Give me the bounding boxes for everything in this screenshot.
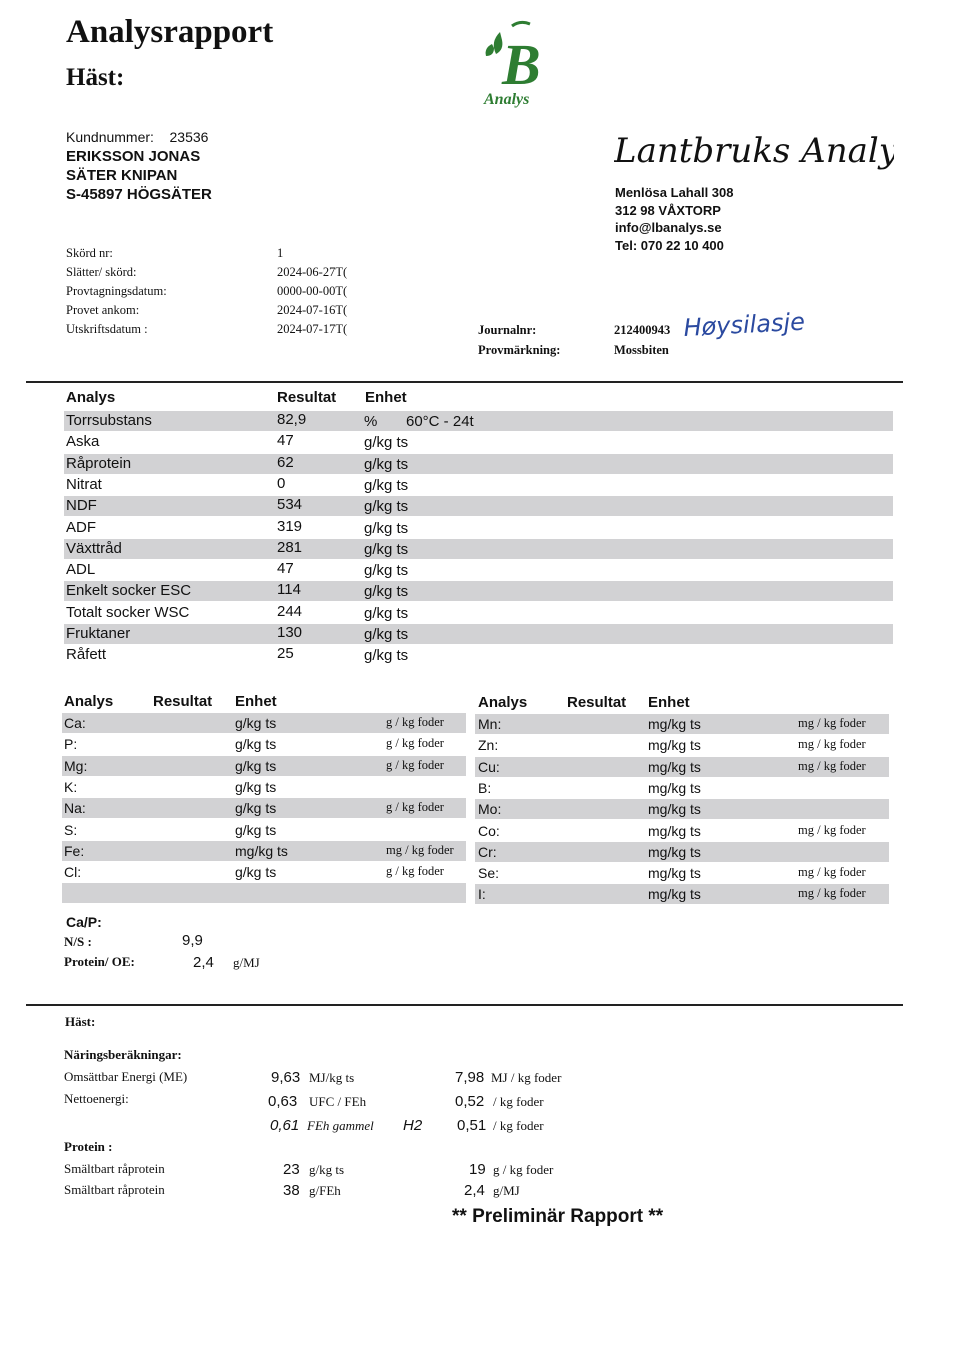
mineral-analys: Ca: (64, 715, 86, 731)
mineral-unit2: g / kg foder (386, 715, 444, 729)
feh-value: 0,61 (270, 1117, 300, 1134)
me-value: 9,63 (271, 1069, 301, 1086)
divider (26, 381, 903, 383)
table-row-analys: Torrsubstans (66, 412, 152, 429)
handwritten-note (684, 306, 844, 351)
ne-unit: UFC / FEh (309, 1094, 367, 1109)
table-row-analys: Enkelt socker ESC (66, 582, 192, 600)
mineral-analys-right: Mn: (478, 716, 502, 732)
journal-number: 212400943 (614, 323, 671, 337)
mineral-analys-right: Cr: (478, 843, 497, 860)
sample-meta-labels (66, 244, 167, 339)
divider (26, 1004, 903, 1006)
ne-label: Nettoenergi: (64, 1091, 129, 1106)
me-unit2: MJ / kg foder (491, 1070, 562, 1085)
mineral-analys-right: B: (478, 779, 492, 796)
table-row-resultat: 130 (277, 624, 303, 641)
meta-label: Skörd nr: (66, 246, 113, 260)
row-stripe (64, 496, 893, 516)
table-row-analys: Fruktaner (66, 625, 131, 642)
meta-label: Provtagningsdatum: (66, 284, 167, 298)
feh-unit2: / kg foder (493, 1118, 544, 1133)
sp1-value2: 19 (469, 1161, 486, 1178)
svg-text:B: B (502, 32, 541, 97)
ne-unit2: / kg foder (493, 1094, 544, 1109)
lab-phone: Tel: 070 22 10 400 (615, 237, 724, 253)
mineral-unit2-right: mg / kg foder (798, 758, 866, 773)
mineral-unit2: mg / kg foder (386, 842, 454, 857)
row-stripe (64, 411, 893, 431)
table-row-analys: Växttråd (66, 539, 122, 557)
meta-label: Utskriftsdatum : (66, 322, 148, 336)
meta-value: 1 (277, 246, 284, 260)
min-header-enhet: Enhet (235, 693, 277, 710)
table-row-resultat: 62 (277, 453, 294, 471)
ns-label: N/S : (64, 934, 92, 949)
table-row-enhet: g/kg ts (364, 562, 409, 580)
table-row-extra: 60°C - 24t (406, 413, 474, 430)
sp1-label: Smältbart råprotein (64, 1161, 165, 1176)
min-header-resultat-right: Resultat (567, 694, 627, 711)
table-row-analys: NDF (66, 497, 97, 515)
min-header-enhet-right: Enhet (648, 694, 690, 711)
table-row-resultat: 47 (277, 560, 294, 578)
mineral-enhet: g/kg ts (235, 778, 277, 795)
table-row-analys: ADL (66, 561, 96, 579)
mineral-enhet: g/kg ts (235, 715, 277, 731)
mineral-analys: Na: (64, 800, 86, 817)
report-title: Analysrapport (66, 14, 274, 50)
feh-unit: FEh gammel (307, 1118, 374, 1133)
meta-value: 0000-00-00T( (277, 284, 348, 298)
min-header-analys-right: Analys (478, 694, 528, 711)
table-row-resultat: 47 (277, 432, 294, 450)
protein-oe-value: 2,4 (193, 954, 214, 971)
table-row-analys: Nitrat (66, 475, 102, 493)
protein-title: Protein : (64, 1139, 113, 1154)
sp1-unit2: g / kg foder (493, 1162, 554, 1177)
customer-postal: S-45897 HÖGSÄTER (66, 186, 212, 203)
table-row-resultat: 114 (277, 581, 301, 599)
table-row-enhet: g/kg ts (364, 434, 409, 452)
mineral-analys: K: (64, 778, 78, 795)
ne-value2: 0,52 (455, 1093, 485, 1110)
mineral-analys: Fe: (64, 842, 85, 859)
journal-values (614, 320, 670, 360)
logo-text: Analys (484, 91, 530, 108)
mineral-enhet-right: mg/kg ts (648, 779, 701, 796)
mineral-enhet-right: mg/kg ts (648, 801, 701, 818)
mineral-enhet-right: mg/kg ts (648, 865, 701, 882)
table-row-enhet: g/kg ts (364, 626, 409, 643)
mineral-unit2: g / kg foder (386, 800, 444, 815)
sample-meta-values (277, 244, 347, 339)
mineral-unit2-right: mg / kg foder (798, 865, 866, 880)
lab-brand-logo (614, 118, 894, 184)
table-row-enhet: g/kg ts (364, 498, 409, 516)
mineral-enhet-right: mg/kg ts (648, 758, 701, 775)
customer-address: SÄTER KNIPAN (66, 167, 178, 184)
mineral-unit2-right: mg / kg foder (798, 737, 866, 752)
row-stripe (64, 624, 893, 644)
meta-value: 2024-06-27T( (277, 265, 348, 279)
meta-value: 2024-07-16T( (277, 303, 348, 317)
mineral-analys-right: Se: (478, 865, 500, 882)
table-row-analys: Aska (66, 433, 100, 451)
mineral-unit2-right: mg / kg foder (798, 716, 866, 730)
svg-text:Lantbruks Analys: Lantbruks Analys (614, 131, 894, 171)
sp2-value: 38 (283, 1182, 300, 1199)
mineral-enhet-right: mg/kg ts (648, 843, 701, 860)
min-header-resultat: Resultat (153, 693, 213, 710)
lab-postal: 312 98 VÅXTORP (615, 202, 721, 218)
header-analys: Analys (66, 389, 116, 406)
svg-text:Høysilasje: Høysilasje (684, 307, 806, 342)
preliminary-notice: ** Preliminär Rapport ** (452, 1206, 664, 1227)
mineral-unit2-right: mg / kg foder (798, 886, 866, 901)
protein-oe-unit: g/MJ (233, 955, 260, 970)
mineral-unit2: g / kg foder (386, 757, 444, 772)
naring-title: Näringsberäkningar: (64, 1047, 182, 1062)
calc-section: Häst: (65, 1014, 96, 1029)
mineral-enhet: g/kg ts (235, 864, 277, 881)
me-label: Omsättbar Energi (ME) (64, 1069, 188, 1084)
lab-contact (615, 184, 734, 254)
customer-block (66, 128, 212, 204)
table-row-enhet: g/kg ts (364, 583, 409, 601)
mineral-enhet-right: mg/kg ts (648, 822, 701, 839)
mineral-enhet: g/kg ts (235, 821, 277, 838)
mineral-analys: Cl: (64, 864, 82, 881)
sp1-value: 23 (283, 1161, 300, 1178)
mineral-unit2: g / kg foder (386, 864, 444, 879)
ne-value: 0,63 (268, 1093, 298, 1110)
table-row-resultat: 534 (277, 496, 303, 514)
mineral-analys-right: Zn: (478, 737, 499, 754)
mineral-enhet: mg/kg ts (235, 842, 288, 859)
lab-address: Menlösa Lahall 308 (615, 185, 734, 200)
marking-label: Provmärkning: (478, 343, 561, 357)
meta-value: 2024-07-17T( (277, 322, 348, 336)
mineral-unit2-right: mg / kg foder (798, 822, 866, 837)
table-row-analys: Råfett (66, 646, 107, 664)
header-resultat: Resultat (277, 389, 337, 406)
mineral-unit2: g / kg foder (386, 736, 444, 751)
table-row-resultat: 25 (277, 645, 294, 663)
mineral-enhet: g/kg ts (235, 800, 277, 817)
sp2-label: Smältbart råprotein (64, 1182, 165, 1197)
table-row-enhet: g/kg ts (364, 647, 409, 665)
customer-name: ERIKSSON JONAS (66, 148, 201, 165)
table-row-analys: Totalt socker WSC (66, 603, 190, 621)
table-row-analys: ADF (66, 518, 96, 536)
lab-email: info@lbanalys.se (615, 220, 722, 235)
table-row-enhet: g/kg ts (364, 540, 409, 558)
mineral-analys-right: Mo: (478, 801, 502, 818)
table-row-enhet: g/kg ts (364, 455, 409, 473)
min-header-analys: Analys (64, 693, 114, 710)
mineral-enhet-right: mg/kg ts (648, 737, 701, 754)
customer-number: 23536 (169, 129, 209, 145)
journal-labels (478, 320, 560, 360)
ns-value: 9,9 (182, 932, 203, 949)
table-row-resultat: 319 (277, 517, 303, 535)
mineral-enhet-right: mg/kg ts (648, 886, 701, 903)
table-row-resultat: 0 (277, 474, 286, 492)
mineral-analys: P: (64, 736, 78, 753)
report-subtitle: Häst: (66, 64, 125, 91)
table-row-resultat: 281 (277, 538, 303, 556)
table-row-analys: Råprotein (66, 454, 132, 472)
mineral-enhet: g/kg ts (235, 736, 277, 753)
sp2-unit2: g/MJ (493, 1183, 520, 1198)
meta-label: Slätter/ skörd: (66, 265, 137, 279)
marking-value: Mossbiten (614, 343, 669, 357)
lb-leaf-logo-icon (478, 18, 558, 110)
cap-label: Ca/P: (66, 914, 102, 930)
customer-number-label: Kundnummer: (66, 129, 154, 145)
table-row-resultat: 244 (277, 602, 303, 620)
meta-label: Provet ankom: (66, 303, 140, 317)
me-value2: 7,98 (455, 1069, 485, 1086)
mineral-analys: Mg: (64, 757, 88, 774)
table-row-enhet: g/kg ts (364, 519, 409, 537)
feh-value2: 0,51 (457, 1117, 487, 1134)
mineral-analys-right: Co: (478, 822, 500, 839)
sp2-unit: g/FEh (309, 1183, 341, 1198)
feh-tag: H2 (403, 1117, 423, 1134)
row-stripe (62, 883, 466, 903)
mineral-analys-right: Cu: (478, 758, 500, 775)
mineral-enhet: g/kg ts (235, 757, 277, 774)
protein-oe-label: Protein/ OE: (64, 954, 135, 969)
journal-label: Journalnr: (478, 323, 537, 337)
sp2-value2: 2,4 (464, 1182, 485, 1199)
me-unit: MJ/kg ts (309, 1070, 355, 1085)
row-stripe (64, 454, 893, 474)
table-row-enhet: g/kg ts (364, 604, 409, 622)
header-enhet: Enhet (365, 389, 407, 406)
mineral-enhet-right: mg/kg ts (648, 716, 701, 732)
table-row-resultat: 82,9 (277, 411, 307, 428)
table-row-enhet: g/kg ts (364, 476, 409, 494)
mineral-analys: S: (64, 821, 78, 838)
sp1-unit: g/kg ts (309, 1162, 345, 1177)
table-row-enhet: % (364, 413, 378, 430)
row-stripe (64, 539, 893, 559)
mineral-analys-right: I: (478, 886, 486, 903)
